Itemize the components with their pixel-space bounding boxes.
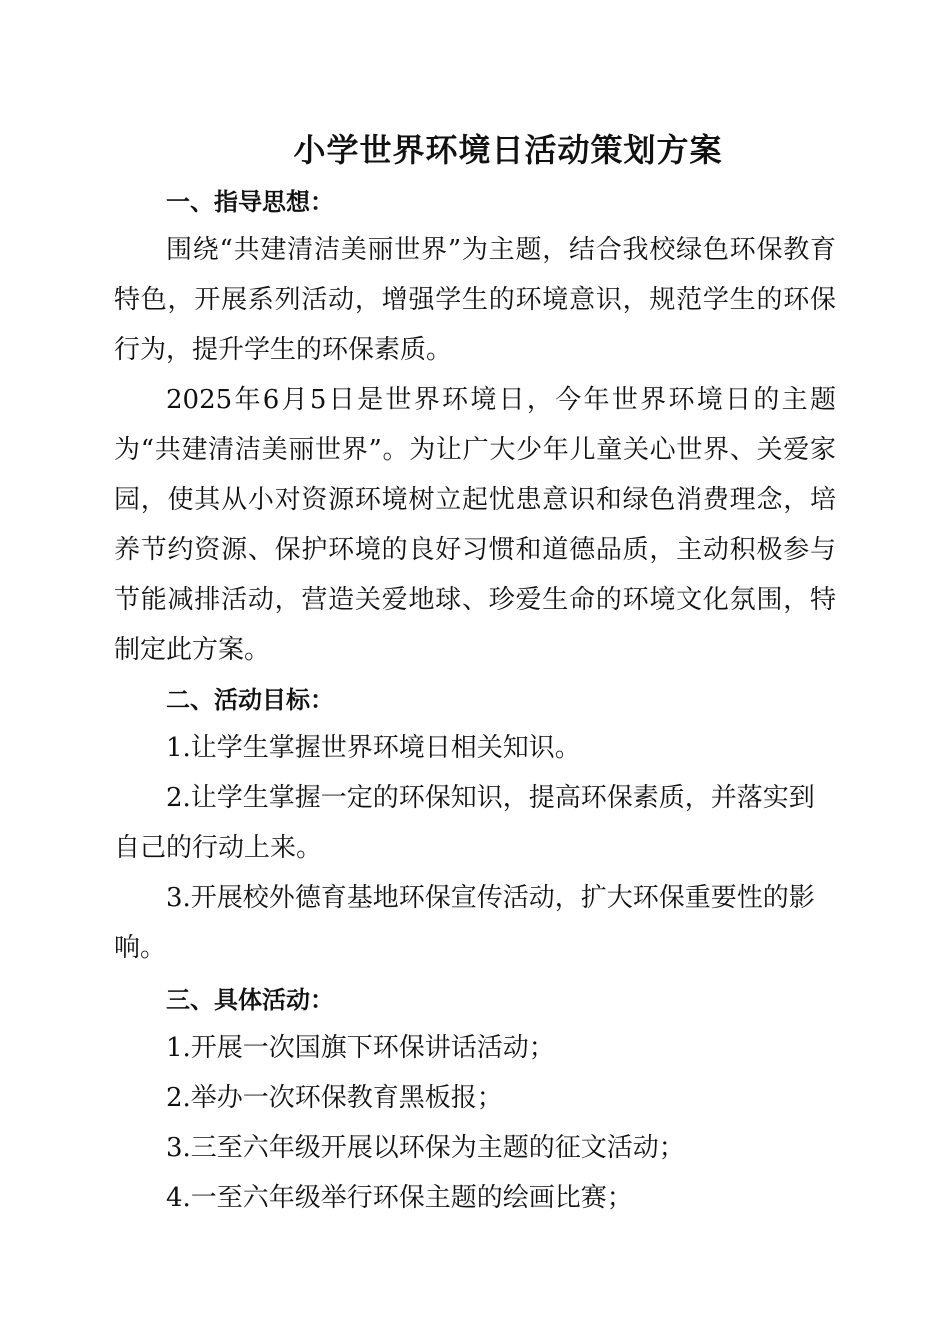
goal-item: 2.让学生掌握一定的环保知识，提高环保素质，并落实到自己的行动上来。 (114, 783, 815, 863)
paragraph-theme: 围绕“共建清洁美丽世界”为主题，结合我校绿色环保教育特色，开展系列活动，增强学生的环境意识，规范学生的环保行为，提升学生的环保素质。 (114, 235, 836, 365)
document-title: 小学世界环境日活动策划方案 (293, 131, 723, 169)
activity-item: 3.三至六年级开展以环保为主题的征文活动； (166, 1133, 685, 1163)
goal-item: 3.开展校外德育基地环保宣传活动，扩大环保重要性的影响。 (114, 883, 815, 963)
paragraph-background: 2025年6月5日是世界环境日，今年世界环境日的主题为“共建清洁美丽世界”。为让广大少年儿童关心世界、关爱家园，使其从小对资源环境树立起忧患意识和绿色消费理念，培养节约资源、保护环境的良好习惯和道德品质，主动积极参与节能减排活动，营造关爱地球、珍爱生命的环境文化氛围，特制定此方案。 (114, 385, 836, 665)
goal-item: 1.让学生掌握世界环境日相关知识。 (166, 733, 581, 763)
activity-item: 4.一至六年级举行环保主题的绘画比赛； (166, 1183, 633, 1213)
section-heading-goals: 二、活动目标： (166, 686, 334, 714)
activity-item: 2.举办一次环保教育黑板报； (166, 1083, 503, 1113)
section-heading-activities: 三、具体活动： (166, 986, 334, 1014)
section-heading-guiding-ideology: 一、指导思想： (166, 188, 334, 216)
activity-item: 1.开展一次国旗下环保讲话活动； (166, 1033, 555, 1063)
